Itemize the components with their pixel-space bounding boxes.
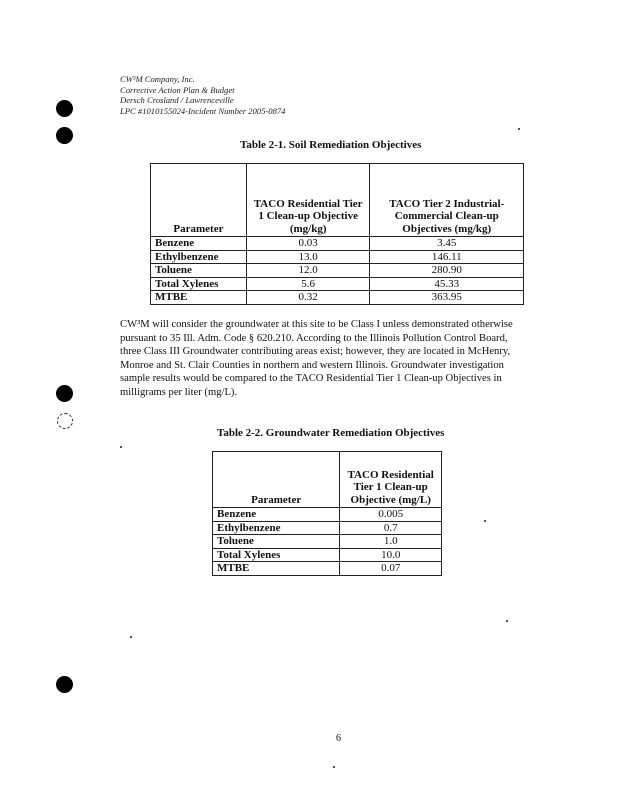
table2-title: Table 2-2. Groundwater Remediation Objectives <box>217 427 445 439</box>
table-row <box>213 535 442 549</box>
page-number: 6 <box>336 733 341 744</box>
scan-speck <box>506 620 508 622</box>
table1-param: Ethylbenzene <box>151 250 247 264</box>
table2-header-parameter: Parameter <box>213 452 340 508</box>
table1-tier2-value: 363.95 <box>370 291 524 305</box>
table1-header-tier1: TACO Residential Tier 1 Clean-up Objective (mg/kg) <box>246 164 370 237</box>
table-row <box>151 291 524 305</box>
punch-hole-2 <box>56 127 73 144</box>
table2-param: Total Xylenes <box>213 548 340 562</box>
table1-tier2-value: 280.90 <box>370 264 524 278</box>
table2-value: 10.0 <box>340 548 442 562</box>
table2-param: Benzene <box>213 508 340 522</box>
table2-param: Ethylbenzene <box>213 521 340 535</box>
table1-header-parameter: Parameter <box>151 164 247 237</box>
document-header <box>120 74 285 116</box>
punch-hole-4 <box>57 413 73 429</box>
table-row <box>213 548 442 562</box>
table1-tier2-value: 146.11 <box>370 250 524 264</box>
table1-tier1-value: 13.0 <box>246 250 370 264</box>
scan-speck <box>518 128 520 130</box>
table1-tier2-value: 45.33 <box>370 277 524 291</box>
table-row <box>151 237 524 251</box>
table2-header-row <box>213 452 442 508</box>
scan-speck <box>484 520 486 522</box>
table1-tier1-value: 0.32 <box>246 291 370 305</box>
table1-title: Table 2-1. Soil Remediation Objectives <box>240 139 422 151</box>
soil-remediation-table <box>150 163 524 305</box>
table1-param: Benzene <box>151 237 247 251</box>
table-row <box>213 521 442 535</box>
header-line-plan: Corrective Action Plan & Budget <box>120 84 235 95</box>
table2-param: MTBE <box>213 562 340 576</box>
table2-header-tier1: TACO Residential Tier 1 Clean-up Objective (mg/L) <box>340 452 442 508</box>
table1-header-row <box>151 164 524 237</box>
table2-value: 0.7 <box>340 521 442 535</box>
punch-hole-1 <box>56 100 73 117</box>
table1-tier1-value: 12.0 <box>246 264 370 278</box>
groundwater-paragraph: CW³M will consider the groundwater at this site to be Class I unless demonstrated otherwise pursuant to 35 Ill. Adm. Code § 620.210. According to the Illinois Pollution Control Board, three Class III Groundwater contributing areas exist; however, they are located in McHenry, Monroe and St. Clair Counties in northern and western Illinois. Groundwater investigation sample results would be compared to the TACO Residential Tier 1 Clean-up Objectives in milligrams per liter (mg/L). <box>120 319 513 398</box>
table1-tier1-value: 0.03 <box>246 237 370 251</box>
header-line-site: Dersch Crosland / Lawrenceville <box>120 95 234 106</box>
table-row <box>151 264 524 278</box>
table1-param: Total Xylenes <box>151 277 247 291</box>
scan-speck <box>120 446 122 448</box>
header-line-incident: LPC #1010155024-Incident Number 2005-0874 <box>120 105 286 116</box>
table2-value: 0.005 <box>340 508 442 522</box>
scan-speck <box>130 636 132 638</box>
punch-hole-5 <box>56 676 73 693</box>
scan-speck <box>333 766 335 768</box>
table-row <box>213 508 442 522</box>
table-row <box>151 277 524 291</box>
groundwater-remediation-table <box>212 451 442 576</box>
table-row <box>213 562 442 576</box>
header-line-company: CW³M Company, Inc. <box>120 74 195 84</box>
table1-header-tier2: TACO Tier 2 Industrial-Commercial Clean-up Objectives (mg/kg) <box>370 164 524 237</box>
table1-tier1-value: 5.6 <box>246 277 370 291</box>
table1-tier2-value: 3.45 <box>370 237 524 251</box>
table2-value: 1.0 <box>340 535 442 549</box>
table1-param: MTBE <box>151 291 247 305</box>
table2-param: Toluene <box>213 535 340 549</box>
table1-param: Toluene <box>151 264 247 278</box>
punch-hole-3 <box>56 385 73 402</box>
table-row <box>151 250 524 264</box>
table2-value: 0.07 <box>340 562 442 576</box>
